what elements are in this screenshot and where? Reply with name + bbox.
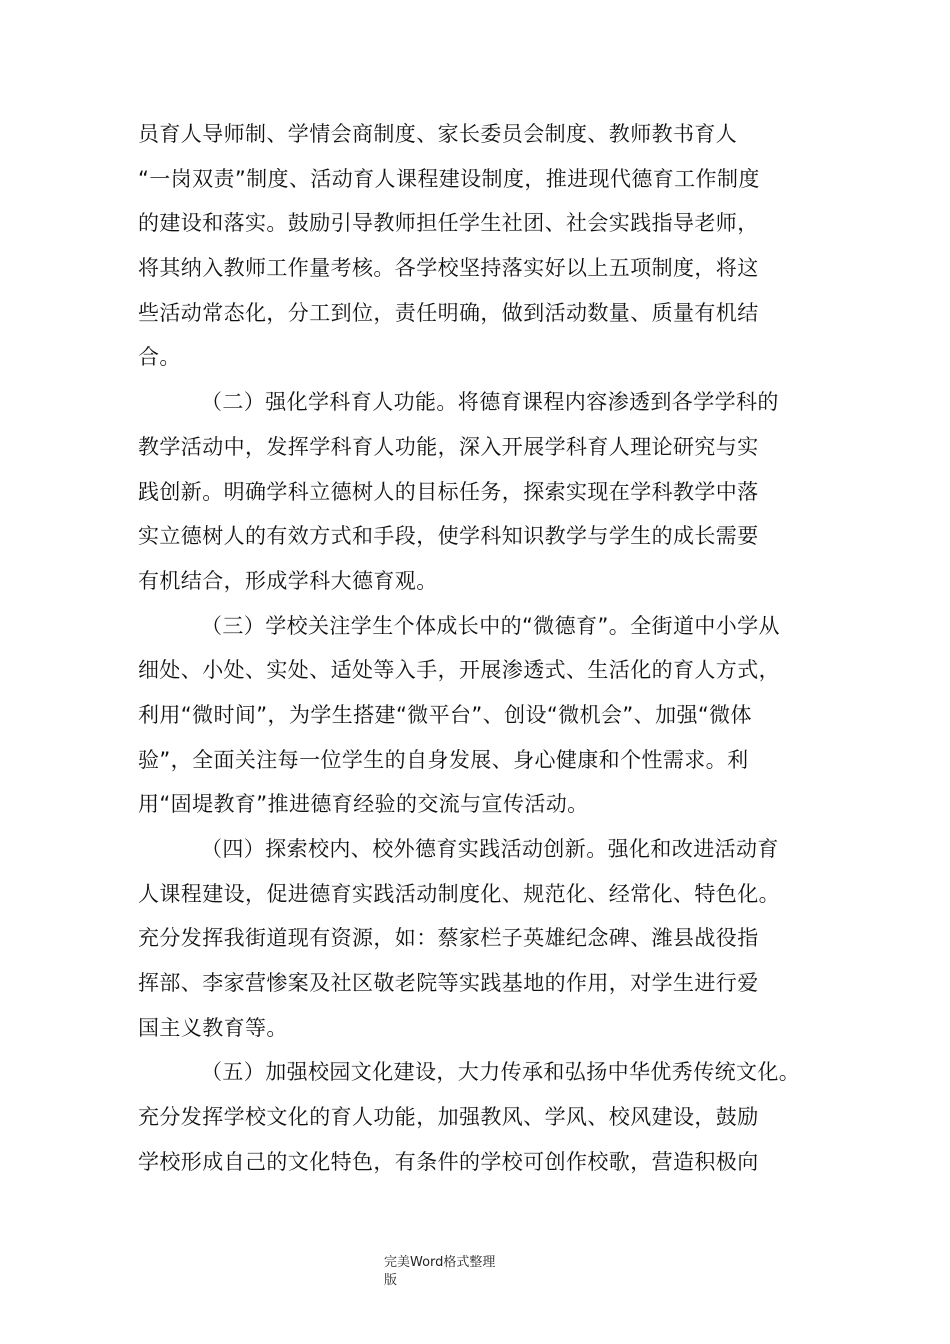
text-line: 教学活动中，发挥学科育人功能，深入开展学科育人理论研究与实 <box>138 434 759 459</box>
text-line: 有机结合，形成学科大德育观。 <box>138 568 438 593</box>
text-line: 挥部、李家营惨案及社区敬老院等实践基地的作用，对学生进行爱 <box>138 971 759 996</box>
text-line: 员育人导师制、学情会商制度、家长委员会制度、教师教书育人 <box>138 122 738 146</box>
text-line: 充分发挥学校文化的育人功能，加强教风、学风、校风建设，鼓励 <box>138 1105 759 1130</box>
text-line: 合。 <box>138 345 181 370</box>
text-line: （二）强化学科育人功能。将德育课程内容渗透到各学学科的 <box>201 390 779 415</box>
text-line: 学校形成自己的文化特色，有条件的学校可创作校歌，营造积极向 <box>138 1149 759 1174</box>
text-line: 细处、小处、实处、适处等入手，开展渗透式、生活化的育人方式， <box>138 658 780 683</box>
page-footer <box>384 1254 564 1290</box>
text-line: 验”，全面关注每一位学生的自身发展、身心健康和个性需求。利 <box>138 747 749 772</box>
text-line: 践创新。明确学科立德树人的目标任务，探索实现在学科教学中落 <box>138 479 759 504</box>
footer-line-2: 版 <box>384 1273 398 1288</box>
footer-line-1: 完美Word格式整理 <box>384 1255 496 1270</box>
document-body <box>138 112 838 1185</box>
text-line: 人课程建设，促进德育实践活动制度化、规范化、经常化、特色化。 <box>138 881 780 906</box>
text-line: 用“固堤教育”推进德育经验的交流与宣传活动。 <box>138 792 589 817</box>
text-line: 的建设和落实。鼓励引导教师担任学生社团、社会实践指导老师， <box>138 211 759 236</box>
text-line: （四）探索校内、校外德育实践活动创新。强化和改进活动育 <box>201 837 779 861</box>
text-line: （三）学校关注学生个体成长中的“微德育”。全街道中小学从 <box>201 613 780 638</box>
text-line: 实立德树人的有效方式和手段，使学科知识教学与学生的成长需要 <box>138 524 759 549</box>
text-line: “一岗双责”制度、活动育人课程建设制度，推进现代德育工作制度 <box>138 166 760 191</box>
text-line: 充分发挥我街道现有资源，如：蔡家栏子英雄纪念碑、潍县战役指 <box>138 926 759 951</box>
text-line: 些活动常态化，分工到位，责任明确，做到活动数量、质量有机结 <box>138 300 759 325</box>
text-line: 将其纳入教师工作量考核。各学校坚持落实好以上五项制度，将这 <box>138 256 759 281</box>
text-line: 国主义教育等。 <box>138 1015 288 1040</box>
text-line: 利用“微时间”，为学生搭建“微平台”、创设“微机会”、加强“微体 <box>138 702 752 727</box>
text-line: （五）加强校园文化建设，大力传承和弘扬中华优秀传统文化。 <box>201 1060 801 1085</box>
